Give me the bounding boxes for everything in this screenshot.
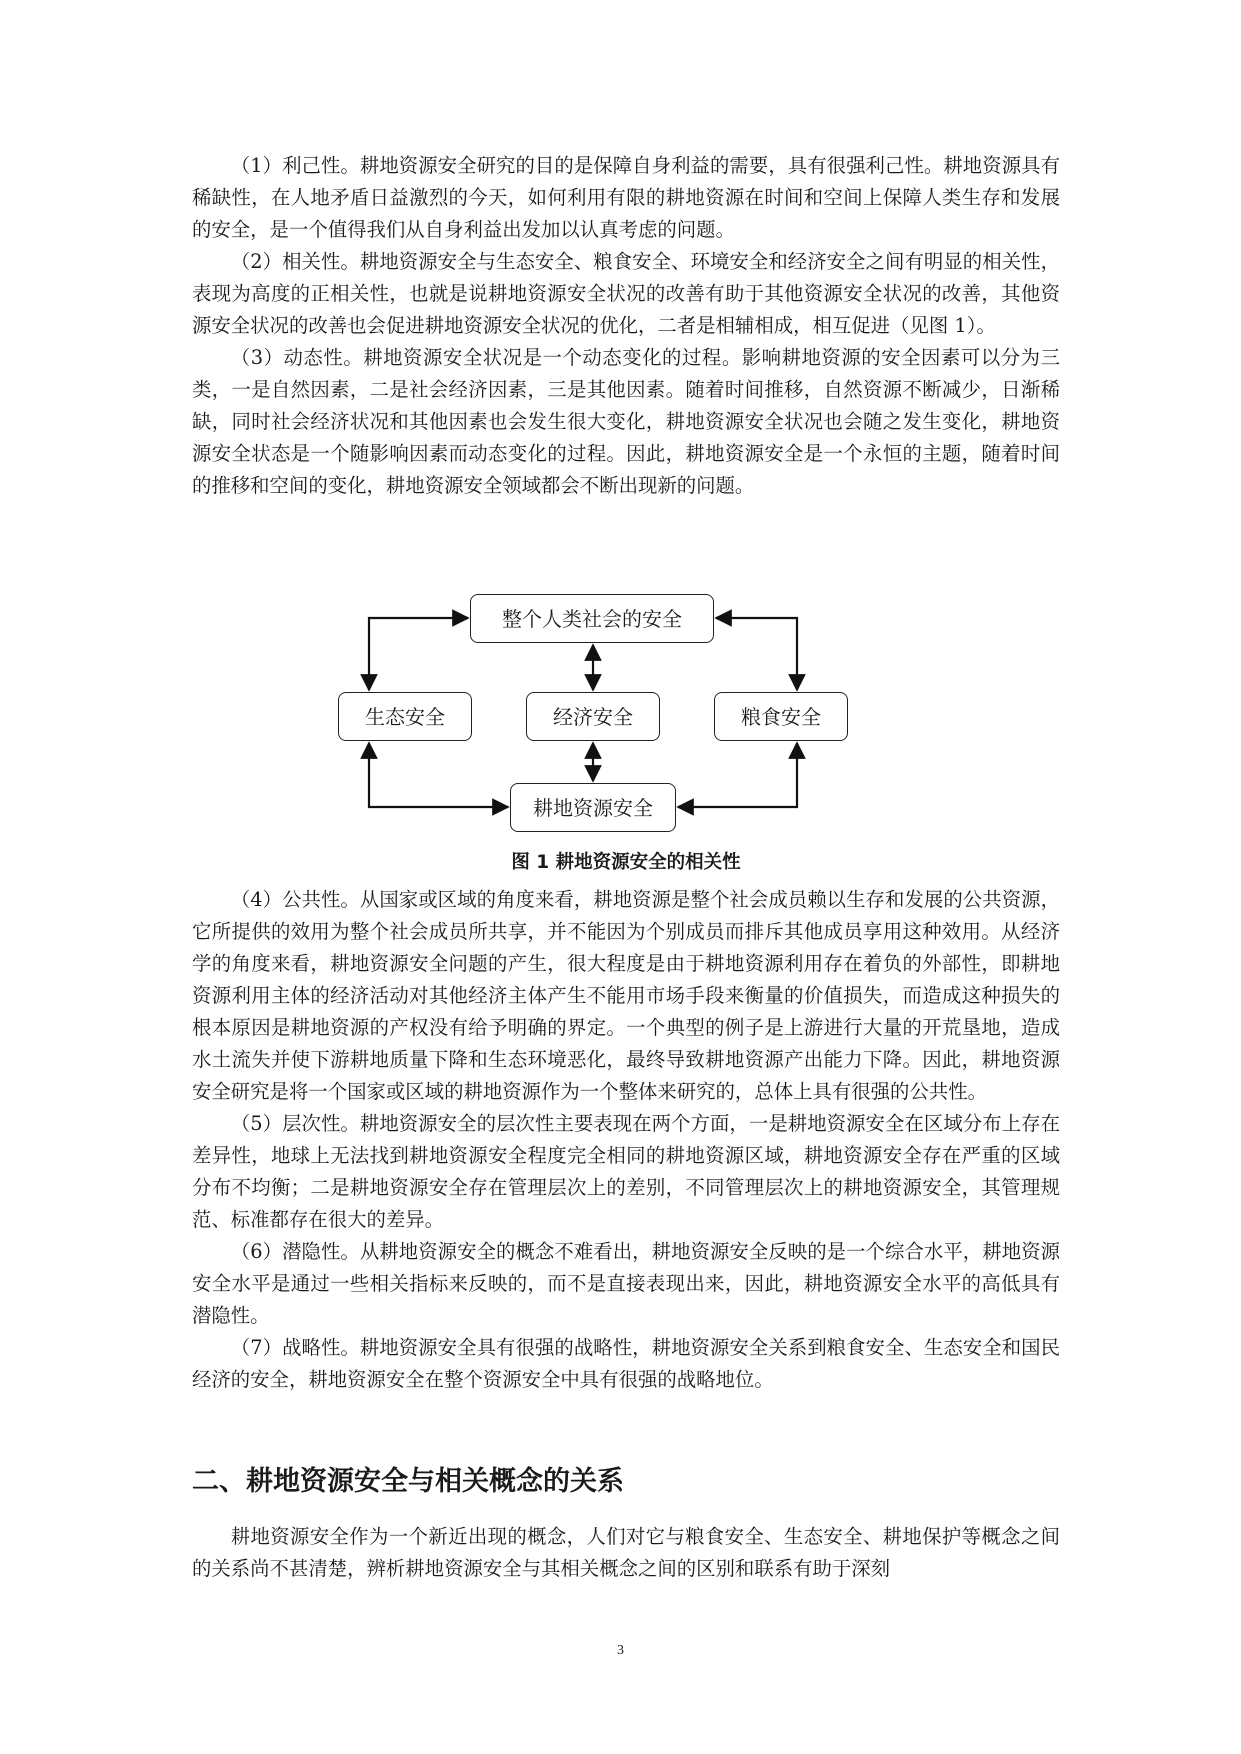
arrow-top-right — [716, 618, 797, 690]
paragraph-section-intro: 耕地资源安全作为一个新近出现的概念，人们对它与粮食安全、生态安全、耕地保护等概念之间的关系尚不甚清楚，辨析耕地资源安全与其相关概念之间的区别和联系有助于深刻 — [192, 1525, 1060, 1580]
figure-caption: 图 1 耕地资源安全的相关性 — [511, 852, 741, 873]
paragraph-dynamics: （3）动态性。耕地资源安全状况是一个动态变化的过程。影响耕地资源的安全因素可以分为三类，一是自然因素，二是社会经济因素，三是其他因素。随着时间推移，自然资源不断减少，日渐稀缺，同时社会经济状况和其他因素也会发生很大变化，耕地资源安全状况也会随之发生变化，耕地资源安全状态是一个随影响因素而动态变化的过程。因此，耕地资源安全是一个永恒的主题，随着时间的推移和空间的变化，耕地资源安全领域都会不断出现新的问题。 — [192, 346, 1060, 497]
text-block-after-figure — [192, 884, 1060, 1396]
node-economic-security: 经济安全 — [526, 692, 660, 741]
arrow-left-bottom — [369, 743, 508, 807]
text-block-after-heading — [192, 1521, 1060, 1585]
paragraph-selfishness: （1）利己性。耕地资源安全研究的目的是保障自身利益的需要，具有很强利己性。耕地资源具有稀缺性，在人地矛盾日益激烈的今天，如何利用有限的耕地资源在时间和空间上保障人类生存和发展的安全，是一个值得我们从自身利益出发加以认真考虑的问题。 — [192, 154, 1060, 241]
paragraph-latency: （6）潜隐性。从耕地资源安全的概念不难看出，耕地资源安全反映的是一个综合水平，耕地资源安全水平是通过一些相关指标来反映的，而不是直接表现出来，因此，耕地资源安全水平的高低具有潜隐性。 — [192, 1240, 1060, 1327]
paragraph-publicness: （4）公共性。从国家或区域的角度来看，耕地资源是整个社会成员赖以生存和发展的公共资源，它所提供的效用为整个社会成员所共享，并不能因为个别成员而排斥其他成员享用这种效用。从经济学的角度来看，耕地资源安全问题的产生，很大程度是由于耕地资源利用存在着负的外部性，即耕地资源利用主体的经济活动对其他经济主体产生不能用市场手段来衡量的价值损失，而造成这种损失的根本原因是耕地资源的产权没有给予明确的界定。一个典型的例子是上游进行大量的开荒垦地，造成水土流失并使下游耕地质量下降和生态环境恶化，最终导致耕地资源产出能力下降。因此，耕地资源安全研究是将一个国家或区域的耕地资源作为一个整体来研究的，总体上具有很强的公共性。 — [192, 888, 1060, 1103]
page-number: 3 — [617, 1643, 624, 1658]
node-ecological-security: 生态安全 — [338, 692, 472, 741]
paragraph-hierarchy: （5）层次性。耕地资源安全的层次性主要表现在两个方面，一是耕地资源安全在区域分布上存在差异性，地球上无法找到耕地资源安全程度完全相同的耕地资源区域，耕地资源安全存在严重的区域分布不均衡；二是耕地资源安全存在管理层次上的差别，不同管理层次上的耕地资源安全，其管理规范、标准都存在很大的差异。 — [192, 1112, 1060, 1231]
node-food-security: 粮食安全 — [714, 692, 848, 741]
paragraph-strategy: （7）战略性。耕地资源安全具有很强的战略性，耕地资源安全关系到粮食安全、生态安全和国民经济的安全，耕地资源安全在整个资源安全中具有很强的战略地位。 — [192, 1336, 1060, 1391]
node-human-society-security: 整个人类社会的安全 — [470, 594, 714, 643]
section-heading: 二、耕地资源安全与相关概念的关系 — [192, 1466, 624, 1497]
arrow-right-bottom — [678, 743, 797, 807]
arrow-top-left — [369, 618, 468, 690]
text-block-before-figure — [192, 150, 1060, 502]
node-farmland-resource-security: 耕地资源安全 — [510, 783, 676, 832]
correlation-diagram — [332, 586, 854, 836]
paragraph-correlation: （2）相关性。耕地资源安全与生态安全、粮食安全、环境安全和经济安全之间有明显的相关性，表现为高度的正相关性，也就是说耕地资源安全状况的改善有助于其他资源安全状况的改善，其他资源安全状况的改善也会促进耕地资源安全状况的优化，二者是相辅相成，相互促进（见图 1）。 — [192, 250, 1060, 337]
